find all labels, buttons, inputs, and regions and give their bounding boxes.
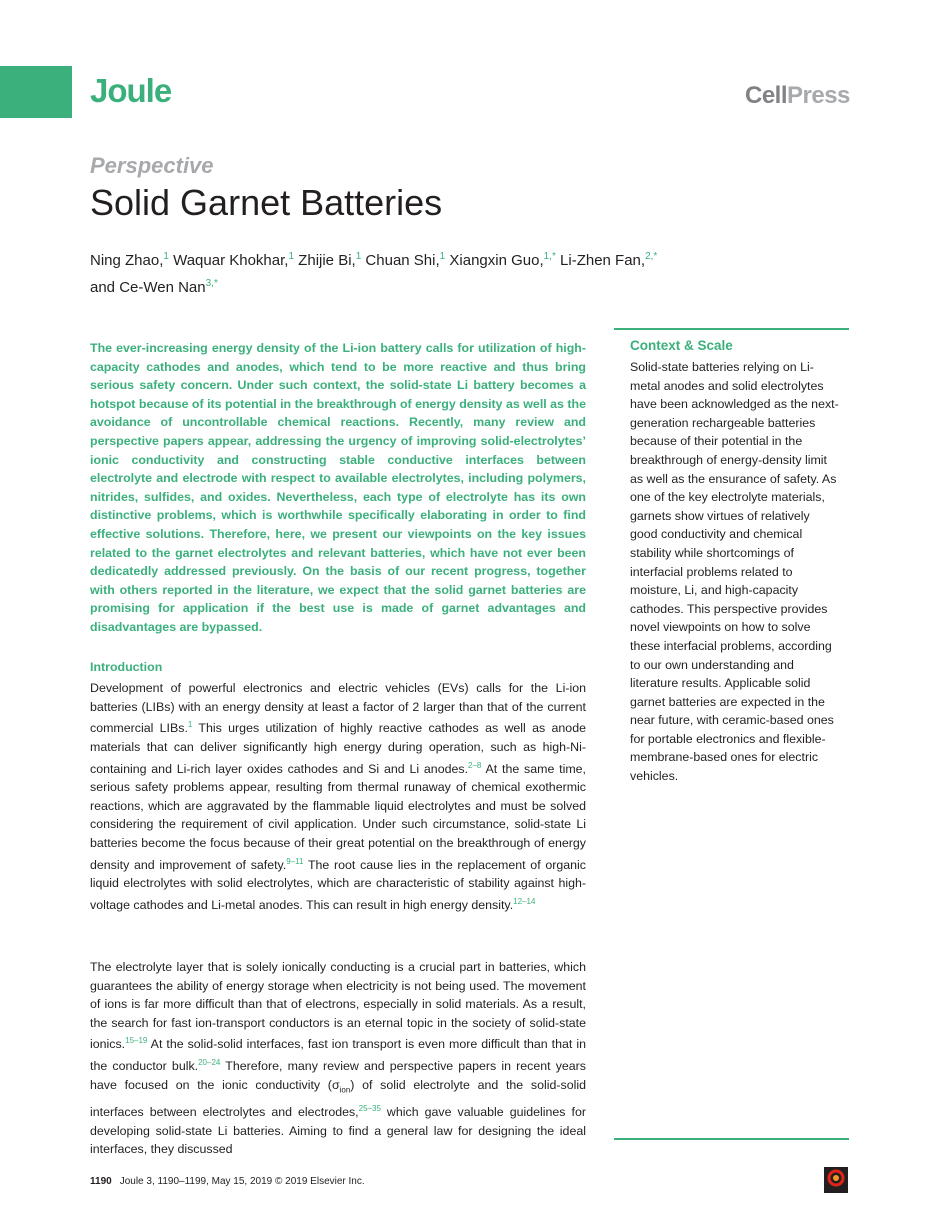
publisher-logo: [745, 82, 850, 110]
section-heading-introduction: Introduction: [90, 660, 163, 674]
body-text-run: This urges utilization of highly reactive cathodes as well as anode materials that can deliver significantly high energy during operation, such as high-Ni-containing and Li-rich layer oxides cathodes and Si and Li anodes.: [90, 721, 586, 776]
article-title: Solid Garnet Batteries: [90, 182, 443, 223]
crossmark-icon[interactable]: [824, 1167, 848, 1193]
author-affiliation[interactable]: 1: [163, 251, 169, 262]
context-scale-text: Solid-state batteries relying on Li-metal anodes and solid electrolytes have been acknowledged as the next-generation rechargeable batteries because of their potential in the breakthrough of energy-density limit as well as the ensurance of safety. As one of the key electrolyte materials, garnets show virtues of relatively good conductivity and chemical stability while shortcomings of interfacial problems related to moisture, Li, and high-capacity cathodes. This perspective provides novel viewpoints on how to solve these interfacial problems, according to our own understanding and literature results. Applicable solid garnet batteries are expected in the near future, with ceramic-based ones for portable electronics and flexible-membrane-based ones for electric vehicles.: [630, 360, 839, 784]
article-type: Perspective: [90, 153, 214, 178]
author-affiliation[interactable]: 1: [355, 251, 362, 262]
abstract: The ever-increasing energy density of the Li-ion battery calls for utilization of high-capacity cathodes and anodes, which tend to be more reactive and thus bring serious safety concern. Under such context, the solid-state Li battery becomes a hotspot because of its potential in the breakthrough of energy density as well as the avoidance of uncontrollable chemical reactions. Recently, many review and perspective papers appear, addressing the urgency of improving solid-electrolytes’ ionic conductivity and constructing stable conductive interfaces between electrolyte and electrode with respect to available electrolytes, including polymers, nitrides, sulfides, and oxides. Nevertheless, each type of electrolyte has its own distinctive problems, which is worthwhile specifically elaborating in order to find effective solutions. Therefore, here, we present our viewpoints on the key issues related to the garnet electrolytes and relevant batteries, which have not ever been dedicatedly addressed previously. On the basis of our recent progress, together with others reported in the literature, we expect that the solid garnet batteries are promising for application if the best use is made of garnet advantages and disadvantages are bypassed.: [90, 341, 586, 634]
author-list: [90, 245, 810, 299]
page-number: 1190: [90, 1176, 112, 1187]
journal-logo: Joule: [90, 72, 172, 109]
citation: Joule 3, 1190–1199, May 15, 2019 © 2019 Elsevier Inc.: [119, 1176, 365, 1187]
body-text-run: which gave valuable guidelines for developing solid-state Li batteries. Aiming to find a general law for designing the ideal interfaces, they discussed: [90, 1105, 586, 1157]
body-text-run: Development of powerful electronics and electric vehicles (EVs) calls for the Li-ion batteries (LIBs) with an energy density at least a factor of 2 larger than that of the current commercial LIBs.: [90, 681, 586, 736]
citation-ref[interactable]: 20–24: [198, 1058, 221, 1068]
body-text-run: The root cause lies in the replacement of organic liquid electrolytes with solid electrolytes, which are characteristic of stability against high-voltage cathodes and Li-metal anodes. This can result in high energy density.: [90, 857, 586, 913]
body-text-run: ) of solid electrolyte and the solid-solid interfaces between electrolytes and electrodes,: [90, 1077, 587, 1119]
citation-ref[interactable]: 1: [187, 720, 193, 730]
author-affiliation[interactable]: 3,*: [205, 278, 218, 289]
context-scale-heading: Context & Scale: [630, 338, 733, 353]
author-affiliation[interactable]: 2,*: [645, 251, 658, 262]
body-text-run: The electrolyte layer that is solely ionically conducting is a crucial part in batteries, which guarantees the ability of energy storage when electricity is not being used. The movement of ions is far more difficult than that of electrons, especially in solid materials. As a result, the search for fast ion-transport conductors is an eternal topic in the society of solid-state ionics.: [90, 960, 586, 1052]
citation-ref[interactable]: 2–8: [468, 760, 482, 770]
author-name: Xiangxin Guo,: [445, 252, 544, 269]
publisher-logo-cell: Cell: [745, 82, 788, 109]
citation-ref[interactable]: 25–35: [358, 1103, 381, 1113]
body-text-run: At the same time, serious safety problems appear, resulting from thermal runaway of chemical exothermic reactions, which are aggravated by the flammable liquid electrolytes and must be solved considering the requirement of civil application. Under such circumstance, solid-state Li batteries become the focus because of their great potential on the breakthrough of energy density and improvement of safety.: [90, 761, 586, 872]
body-text-run: Therefore, many review and perspective papers in recent years have focused on the ionic conductivity (σ: [90, 1059, 587, 1092]
subscript: ion: [339, 1085, 351, 1095]
author-name: and Ce-Wen Nan: [90, 279, 206, 296]
citation-ref[interactable]: 9–11: [286, 856, 304, 866]
author-name: Zhijie Bi,: [294, 252, 356, 269]
publisher-logo-press: Press: [787, 82, 850, 109]
body-text-run: At the solid-solid interfaces, fast ion transport is even more difficult than that in the conductor bulk.: [90, 1037, 586, 1074]
author-affiliation[interactable]: 1,*: [543, 251, 556, 262]
journal-color-bar: [0, 66, 72, 118]
author-affiliation[interactable]: 1: [439, 251, 446, 262]
intro-paragraph-2: [90, 958, 586, 1159]
author-name: Chuan Shi,: [361, 252, 440, 269]
author-name: Waquar Khokhar,: [168, 252, 289, 269]
citation-ref[interactable]: 15–19: [125, 1036, 148, 1046]
author-name: Li-Zhen Fan,: [555, 252, 646, 269]
citation-ref[interactable]: 12–14: [513, 896, 536, 906]
footer: [90, 1176, 365, 1187]
intro-paragraph-1: [90, 679, 586, 915]
author-name: Ning Zhao,: [90, 252, 164, 269]
author-affiliation[interactable]: 1: [288, 251, 295, 262]
